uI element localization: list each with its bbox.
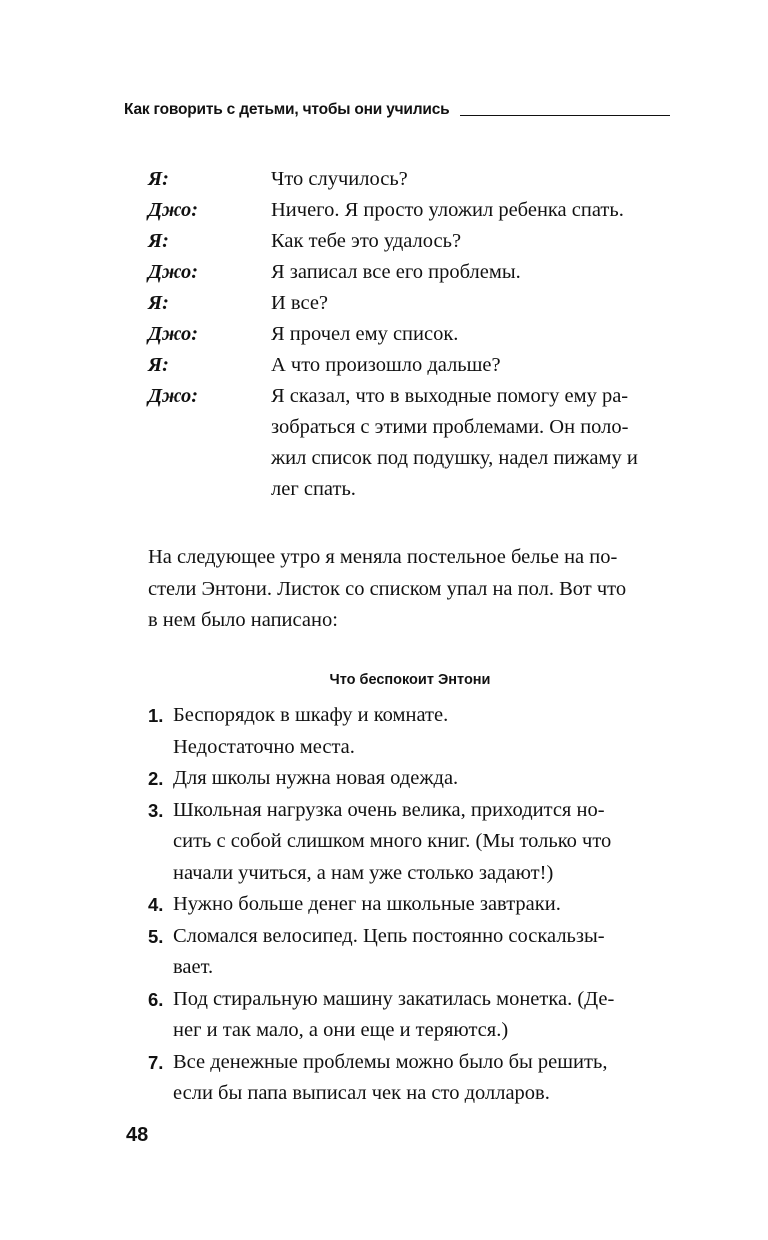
list-item — [148, 858, 678, 890]
dialog-row — [148, 226, 678, 257]
dialog-row — [148, 350, 678, 381]
dialog-speaker: Джо: — [148, 323, 199, 345]
list-item — [148, 732, 678, 764]
list-item-text: Недостаточно места. — [173, 735, 355, 758]
list-item-text: Беспорядок в шкафу и комнате. — [173, 704, 449, 726]
dialog-line: Как тебе это удалось? — [271, 230, 462, 252]
list-item — [148, 826, 678, 858]
list-item-number — [148, 952, 173, 984]
list-item — [148, 795, 678, 827]
list-item — [148, 889, 678, 921]
paragraph-line: стели Энтони. Листок со списком упал на пол. Вот что — [148, 577, 627, 600]
dialog-speaker: Я: — [148, 230, 169, 252]
dialog-row — [148, 443, 678, 474]
dialog-line: Я прочел ему список. — [271, 323, 459, 345]
list-item-number: 6. — [148, 988, 164, 1010]
list-item-number — [148, 1015, 173, 1047]
header-rule — [460, 115, 671, 116]
list-item — [148, 1078, 678, 1110]
list-item-text: Школьная нагрузка очень велика, приходится но- — [173, 798, 605, 821]
dialog-line: зобраться с этими проблемами. Он поло- — [271, 416, 629, 438]
dialog-row — [148, 412, 678, 443]
dialog-row — [148, 164, 678, 195]
list-title: Что беспокоит Энтони — [329, 672, 491, 688]
dialog-speaker: Я: — [148, 168, 169, 190]
dialog-line: Что случилось? — [271, 168, 408, 190]
dialog-speaker: Джо: — [148, 199, 199, 221]
list-item — [148, 700, 678, 732]
list-item-text: начали учиться, а нам уже столько задают!) — [173, 861, 554, 884]
list-item-number: 5. — [148, 925, 164, 947]
dialog-line: И все? — [271, 292, 329, 314]
page-number: 48 — [126, 1124, 149, 1146]
worries-list — [148, 700, 678, 1110]
list-item-number: 2. — [148, 768, 164, 789]
dialog-row — [148, 257, 678, 288]
list-item-number — [148, 826, 173, 858]
list-item — [148, 921, 678, 953]
dialog-line: Я сказал, что в выходные помогу ему ра- — [271, 385, 629, 407]
list-item-text: сить с собой слишком много книг. (Мы только что — [173, 830, 612, 852]
dialog-row — [148, 288, 678, 319]
dialog-line: лег спать. — [271, 478, 356, 500]
dialog-block — [148, 164, 678, 505]
dialog-speaker: Джо: — [148, 261, 199, 283]
list-item-text: Нужно больше денег на школьные завтраки. — [173, 893, 561, 915]
list-item-number — [148, 1078, 173, 1110]
dialog-speaker — [148, 443, 271, 474]
list-item-text: Все денежные проблемы можно было бы решить, — [173, 1050, 608, 1073]
dialog-line: А что произошло дальше? — [271, 354, 501, 376]
list-item-text: Под стиральную машину закатилась монетка. (Де- — [173, 987, 615, 1010]
list-item-number: 1. — [148, 705, 164, 726]
list-item-number — [148, 732, 173, 764]
list-item-text: если бы папа выписал чек на сто долларов. — [173, 1082, 550, 1104]
list-item — [148, 1015, 678, 1047]
list-item — [148, 763, 678, 795]
body-paragraph — [148, 542, 672, 637]
list-item-text: вает. — [173, 956, 214, 978]
list-item-text: Сломался велосипед. Цепь постоянно соскальзы- — [173, 924, 605, 947]
dialog-line: Я записал все его проблемы. — [271, 261, 521, 283]
list-item-number — [148, 858, 173, 890]
list-item-number: 3. — [148, 799, 164, 821]
list-item — [148, 984, 678, 1016]
list-item-text: нег и так мало, а они еще и теряются.) — [173, 1019, 509, 1041]
dialog-row — [148, 195, 678, 226]
paragraph-line: в нем было написано: — [148, 609, 338, 631]
running-title: Как говорить с детьми, чтобы они учились — [124, 101, 450, 118]
list-item — [148, 1047, 678, 1079]
dialog-row — [148, 474, 678, 505]
dialog-speaker — [148, 412, 271, 443]
dialog-speaker: Я: — [148, 354, 169, 376]
dialog-row — [148, 319, 678, 350]
list-item-number: 7. — [148, 1051, 164, 1073]
dialog-row — [148, 381, 678, 412]
dialog-line: жил список под подушку, надел пижаму и — [271, 447, 638, 469]
list-item-number: 4. — [148, 894, 164, 915]
list-item-text: Для школы нужна новая одежда. — [173, 767, 459, 789]
list-item — [148, 952, 678, 984]
dialog-speaker: Джо: — [148, 385, 199, 407]
paragraph-line: На следующее утро я меняла постельное белье на по- — [148, 546, 618, 568]
dialog-speaker: Я: — [148, 292, 169, 314]
dialog-line: Ничего. Я просто уложил ребенка спать. — [271, 199, 624, 221]
dialog-speaker — [148, 474, 271, 505]
running-header — [124, 101, 670, 119]
